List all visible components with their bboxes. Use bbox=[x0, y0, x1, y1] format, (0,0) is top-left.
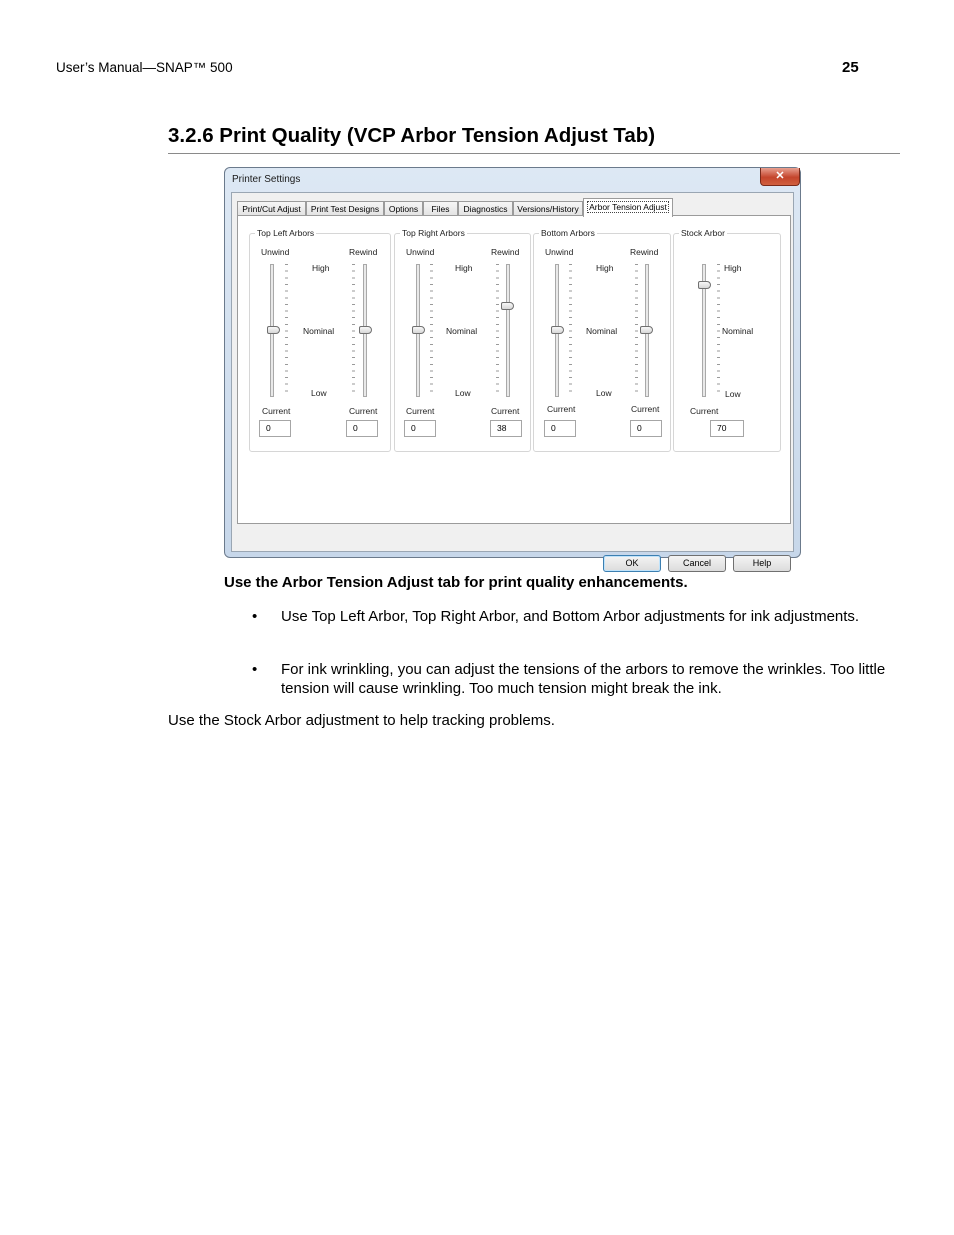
tick-marks bbox=[496, 264, 499, 397]
tab-print-test-designs[interactable] bbox=[306, 201, 384, 216]
cancel-button[interactable]: Cancel bbox=[668, 555, 726, 572]
current-label: Current bbox=[262, 406, 291, 416]
group-top-left-arbors bbox=[249, 228, 391, 452]
rewind-slider-thumb[interactable] bbox=[640, 326, 653, 334]
group-label: Stock Arbor bbox=[681, 228, 725, 238]
group-label: Top Left Arbors bbox=[257, 228, 315, 238]
rewind-slider-thumb[interactable] bbox=[359, 326, 372, 334]
current-label: Current bbox=[406, 406, 435, 416]
scale-low-label: Low bbox=[455, 388, 471, 398]
rewind-current-field[interactable]: 38 bbox=[490, 420, 522, 437]
tick-marks bbox=[430, 264, 433, 397]
slider-label: Rewind bbox=[491, 247, 520, 257]
bullet-marker: • bbox=[252, 661, 258, 678]
section-title: 3.2.6 Print Quality (VCP Arbor Tension Adjust Tab) bbox=[168, 124, 656, 147]
tab-print-cut-adjust[interactable] bbox=[237, 201, 306, 216]
group-bottom-arbors bbox=[533, 228, 671, 452]
tab-options[interactable] bbox=[384, 201, 423, 216]
tab-label: Files bbox=[431, 204, 450, 214]
group-stock-arbor bbox=[673, 228, 781, 452]
slider-label: Rewind bbox=[349, 247, 378, 257]
current-label: Current bbox=[690, 406, 719, 416]
tick-marks bbox=[569, 264, 572, 397]
unwind-current-field[interactable]: 0 bbox=[544, 420, 576, 437]
scale-low-label: Low bbox=[725, 389, 741, 399]
dialog-title: Printer Settings bbox=[232, 174, 301, 185]
current-label: Current bbox=[349, 406, 378, 416]
tab-arbor-tension-adjust[interactable] bbox=[583, 198, 673, 217]
scale-high-label: High bbox=[455, 263, 473, 273]
tab-diagnostics[interactable] bbox=[458, 201, 513, 216]
slider-label: Unwind bbox=[261, 247, 290, 257]
unwind-slider-thumb[interactable] bbox=[267, 326, 280, 334]
manual-title: User’s Manual—SNAP™ 500 bbox=[56, 60, 233, 75]
tab-label: Print/Cut Adjust bbox=[242, 204, 301, 214]
unwind-slider-thumb[interactable] bbox=[412, 326, 425, 334]
scale-nominal-label: Nominal bbox=[303, 326, 335, 336]
current-label: Current bbox=[631, 404, 660, 414]
scale-high-label: High bbox=[312, 263, 330, 273]
current-label: Current bbox=[547, 404, 576, 414]
scale-low-label: Low bbox=[596, 388, 612, 398]
tick-marks bbox=[285, 264, 288, 397]
tick-marks bbox=[352, 264, 355, 397]
scale-high-label: High bbox=[724, 263, 742, 273]
section-divider bbox=[168, 153, 900, 154]
tick-marks bbox=[635, 264, 638, 397]
rewind-slider-thumb[interactable] bbox=[501, 302, 514, 310]
unwind-slider-thumb[interactable] bbox=[551, 326, 564, 334]
tab-versions-history[interactable] bbox=[513, 201, 583, 216]
scale-nominal-label: Nominal bbox=[722, 326, 754, 336]
current-label: Current bbox=[491, 406, 520, 416]
scale-nominal-label: Nominal bbox=[586, 326, 618, 336]
stock-slider-thumb[interactable] bbox=[698, 281, 711, 289]
group-label: Bottom Arbors bbox=[541, 228, 595, 238]
bullet-item: Use Top Left Arbor, Top Right Arbor, and Bottom Arbor adjustments for ink adjustments. bbox=[281, 608, 860, 625]
slider-label: Unwind bbox=[406, 247, 435, 257]
closing-paragraph: Use the Stock Arbor adjustment to help tracking problems. bbox=[168, 712, 555, 729]
ok-button[interactable]: OK bbox=[603, 555, 661, 572]
group-label: Top Right Arbors bbox=[402, 228, 465, 238]
slider-label: Rewind bbox=[630, 247, 659, 257]
close-button[interactable] bbox=[760, 168, 800, 186]
tick-marks bbox=[717, 264, 720, 397]
page-number: 25 bbox=[842, 59, 859, 76]
scale-nominal-label: Nominal bbox=[446, 326, 478, 336]
intro-paragraph: Use the Arbor Tension Adjust tab for print quality enhancements. bbox=[224, 574, 688, 591]
rewind-slider-track[interactable] bbox=[506, 264, 510, 397]
stock-current-field[interactable]: 70 bbox=[710, 420, 744, 437]
bullet-marker: • bbox=[252, 608, 258, 625]
rewind-current-field[interactable]: 0 bbox=[630, 420, 662, 437]
unwind-current-field[interactable]: 0 bbox=[404, 420, 436, 437]
unwind-current-field[interactable]: 0 bbox=[259, 420, 291, 437]
printer-settings-dialog bbox=[224, 167, 801, 568]
tab-label: Versions/History bbox=[517, 204, 579, 214]
tab-label: Arbor Tension Adjust bbox=[589, 202, 667, 212]
rewind-current-field[interactable]: 0 bbox=[346, 420, 378, 437]
bullet-item: For ink wrinkling, you can adjust the tensions of the arbors to remove the wrinkles. Too little tension will cause wrinkling. Too much tension might break the ink. bbox=[281, 661, 886, 697]
slider-label: Unwind bbox=[545, 247, 574, 257]
tab-label: Options bbox=[388, 204, 419, 214]
group-top-right-arbors bbox=[394, 228, 531, 452]
tab-label: Print Test Designs bbox=[310, 204, 380, 214]
scale-high-label: High bbox=[596, 263, 614, 273]
tab-label: Diagnostics bbox=[463, 204, 508, 214]
tab-files[interactable] bbox=[423, 201, 458, 216]
close-icon: ✕ bbox=[775, 170, 785, 182]
dialog-client-area bbox=[231, 192, 794, 568]
scale-low-label: Low bbox=[311, 388, 327, 398]
arbor-tension-panel bbox=[237, 215, 791, 524]
help-button[interactable]: Help bbox=[733, 555, 791, 572]
